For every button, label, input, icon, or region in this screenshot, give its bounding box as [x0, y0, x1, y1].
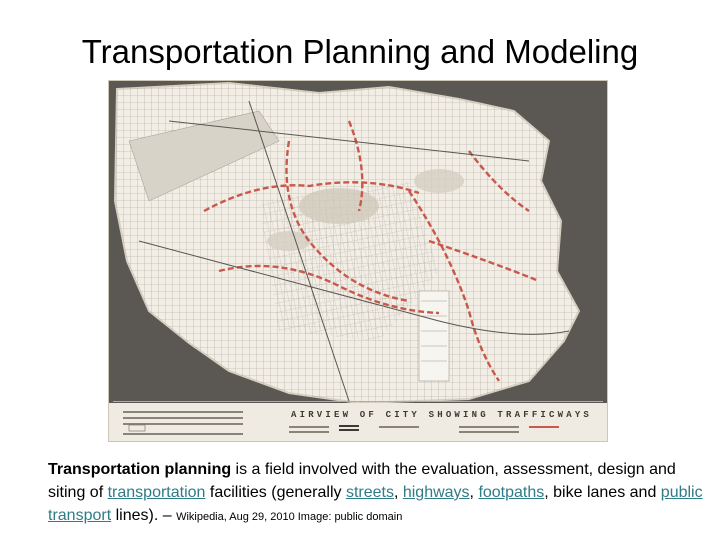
caption-text-6: lines). – — [111, 507, 177, 524]
city-map-image — [108, 80, 608, 442]
caption-text-3: , — [393, 484, 403, 501]
map-legend — [113, 401, 603, 440]
caption-text-5: , bike lanes and — [544, 484, 661, 501]
link-public-transport[interactable]: public transport — [48, 484, 703, 524]
link-highways[interactable]: highways — [402, 484, 470, 501]
link-transportation[interactable]: transportation — [107, 484, 206, 501]
caption — [48, 458, 713, 529]
caption-text-2: facilities (generally — [205, 484, 346, 501]
caption-text-4: , — [469, 484, 479, 501]
caption-text-1: is a field involved with the evaluation, assessment, design and siting of — [48, 461, 676, 501]
caption-term: Transportation planning — [48, 461, 232, 478]
link-footpaths[interactable]: footpaths — [478, 484, 545, 501]
dock-area — [419, 291, 449, 381]
link-streets[interactable]: streets — [345, 484, 394, 501]
slide-title: Transportation Planning and Modeling — [81, 33, 639, 70]
caption-source: Wikipedia, Aug 29, 2010 Image: public domain — [176, 511, 403, 523]
map-illustration — [109, 81, 608, 442]
hill-shading — [299, 188, 379, 224]
legend-heading: AIRVIEW OF CITY SHOWING TRAFFICWAYS — [291, 410, 593, 420]
